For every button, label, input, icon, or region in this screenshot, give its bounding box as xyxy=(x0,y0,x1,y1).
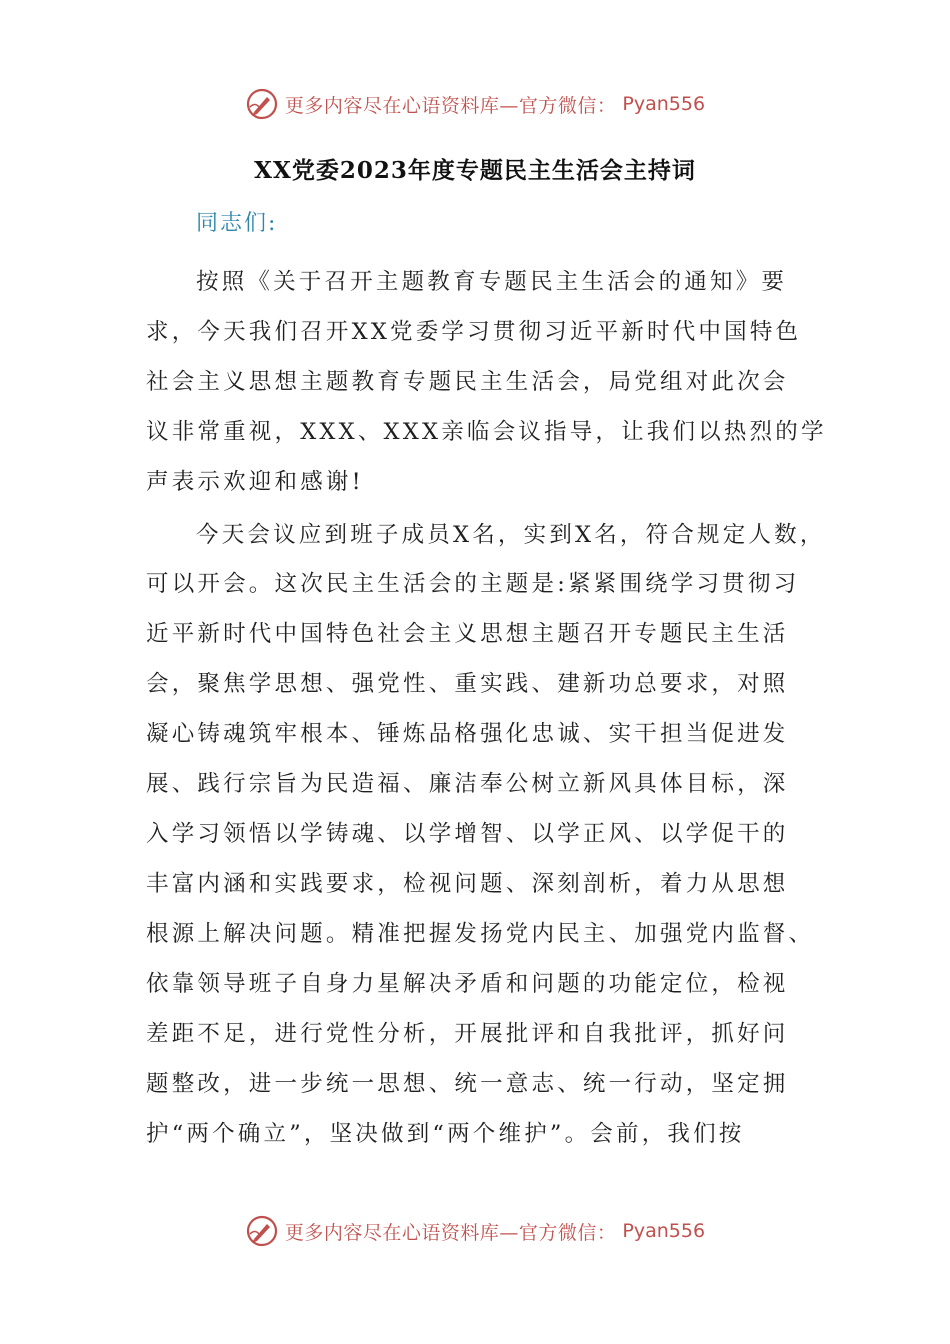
body-line: 凝心铸魂筑牢根本、锤炼品格强化忠诚、实干担当促进发 xyxy=(146,721,789,747)
body-line: 展、践行宗旨为民造福、廉洁奉公树立新风具体目标，深 xyxy=(146,771,789,797)
body-line: 差距不足，进行党性分析，开展批评和自我批评，抓好问 xyxy=(146,1021,789,1047)
body-line: 按照《关于召开主题教育专题民主生活会的通知》要 xyxy=(196,269,788,295)
body-line: 可以开会。这次民主生活会的主题是:紧紧围绕学习贯彻习 xyxy=(146,571,800,597)
header-watermark xyxy=(0,84,950,124)
body-line: 求，今天我们召开XX党委学习贯彻习近平新时代中国特色 xyxy=(146,319,802,345)
body-line: 社会主义思想主题教育专题民主生活会，局党组对此次会 xyxy=(146,369,789,395)
body-line: 护“两个确立”，坚决做到“两个维护”。会前，我们按 xyxy=(146,1121,745,1147)
body-line: 近平新时代中国特色社会主义思想主题召开专题民主生活 xyxy=(146,621,789,647)
body-line: 声表示欢迎和感谢! xyxy=(146,469,364,495)
pen-nib-circle-icon xyxy=(245,1214,279,1248)
body-line: 依靠领导班子自身力星解决矛盾和问题的功能定位，检视 xyxy=(146,971,789,997)
pen-nib-circle-icon xyxy=(245,87,279,121)
watermark-handle: Pyan556 xyxy=(622,93,706,115)
footer-watermark xyxy=(0,1211,950,1251)
body-line: 议非常重视，XXX、XXX亲临会议指导，让我们以热烈的学 xyxy=(146,419,827,445)
body-line: 题整改，进一步统一思想、统一意志、统一行动，坚定拥 xyxy=(146,1071,789,1097)
body-line: 入学习领悟以学铸魂、以学增智、以学正风、以学促干的 xyxy=(146,821,789,847)
body-line: 根源上解决问题。精准把握发扬党内民主、加强党内监督、 xyxy=(146,921,815,947)
body-line: 丰富内涵和实践要求，检视问题、深刻剖析，着力从思想 xyxy=(146,871,789,897)
document-title: XX党委2023年度专题民主生活会主持词 xyxy=(254,157,696,184)
watermark-text: 更多内容尽在心语资料库—官方微信： xyxy=(284,94,617,117)
body-line: 今天会议应到班子成员X名，实到X名，符合规定人数， xyxy=(196,522,826,548)
body-line: 会，聚焦学思想、强党性、重实践、建新功总要求，对照 xyxy=(146,671,789,697)
salutation: 同志们: xyxy=(196,211,278,236)
watermark-handle: Pyan556 xyxy=(622,1220,706,1242)
watermark-text: 更多内容尽在心语资料库—官方微信： xyxy=(284,1221,617,1244)
